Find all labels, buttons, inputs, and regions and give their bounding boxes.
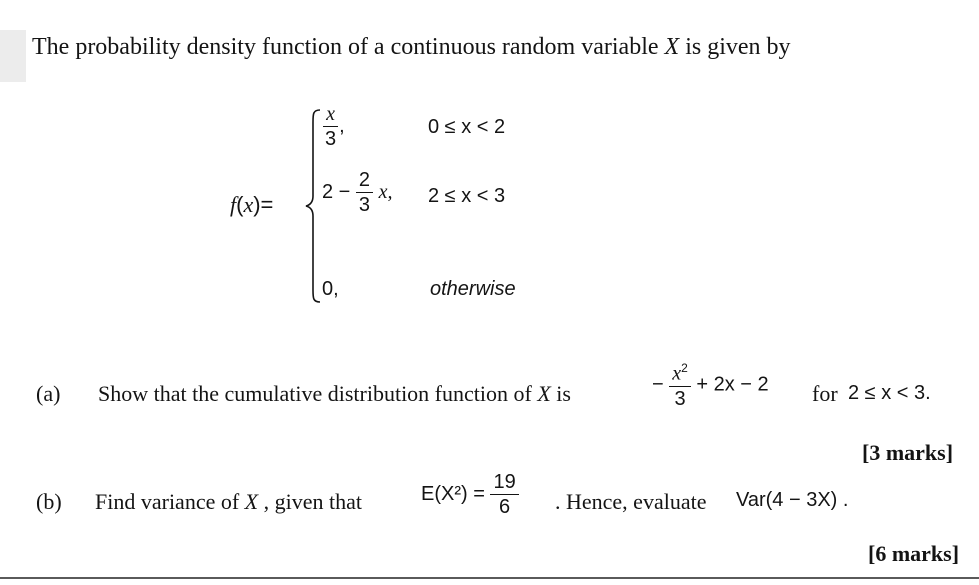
part-a-fraction xyxy=(669,362,691,409)
part-a-text: Show that the cumulative distribution function of xyxy=(98,381,538,406)
part-b-frac-den: 6 xyxy=(499,496,511,518)
part-a-minus: − xyxy=(652,373,664,396)
pdf-argument: x xyxy=(243,192,254,217)
part-b-given: , given that xyxy=(258,489,362,514)
part-a-is: is xyxy=(550,381,571,406)
pdf-function-name: f xyxy=(230,192,237,217)
part-b-fraction xyxy=(490,472,518,517)
pdf-case-3-expr: 0, xyxy=(322,278,339,300)
part-b-expect: E(X²) = xyxy=(421,482,485,505)
intro-tail: is given by xyxy=(679,34,791,60)
pdf-case-1-suffix: , xyxy=(339,114,345,137)
pdf-case-1-fraction xyxy=(322,104,339,149)
pdf-case-2-expr xyxy=(322,170,393,215)
pdf-case-2-condition: 2 ≤ x < 3 xyxy=(428,185,506,207)
part-b-text: Find variance of xyxy=(95,489,245,514)
part-a-rest: + 2x − 2 xyxy=(696,373,769,396)
part-a-for: for xyxy=(812,381,838,406)
pdf-case-1-expr xyxy=(322,104,345,149)
part-b-hence: . Hence, evaluate xyxy=(555,489,707,514)
part-b-variable: X xyxy=(244,489,259,514)
part-b-marks: [6 marks] xyxy=(868,541,960,566)
part-a-frac-den: 3 xyxy=(674,387,686,410)
part-a-label: (a) xyxy=(36,381,61,406)
pdf-open-paren: ( xyxy=(236,192,244,217)
intro-variable: X xyxy=(664,34,680,60)
pdf-equals: = xyxy=(260,192,274,217)
part-b-label: (b) xyxy=(36,489,62,514)
part-a-condition xyxy=(848,382,931,405)
part-a-marks: [3 marks] xyxy=(862,440,954,465)
pdf-case-2-prefix: 2 − xyxy=(322,180,351,203)
pdf-brace xyxy=(304,108,324,304)
part-a-frac-exp: 2 xyxy=(681,361,688,375)
part-a-frac-num xyxy=(669,362,691,387)
part-a-cdf xyxy=(652,362,769,409)
part-a-question xyxy=(98,381,571,407)
part-a-frac-num-var: x xyxy=(672,362,682,385)
part-a-cond: 2 ≤ x < 3 xyxy=(848,382,926,404)
pdf-lhs xyxy=(230,192,273,218)
part-b-question xyxy=(95,489,362,515)
part-b-expectation xyxy=(421,472,519,517)
part-a-variable: X xyxy=(537,381,551,406)
page-bottom-rule xyxy=(0,577,979,579)
pdf-close-paren: ) xyxy=(253,192,261,217)
scan-edge-shadow xyxy=(0,30,26,82)
intro-text: The probability density function of a continuous random variable xyxy=(32,34,665,60)
pdf-case-2-den: 3 xyxy=(358,194,371,216)
part-b-frac-num: 19 xyxy=(490,472,518,495)
part-a-period: . xyxy=(925,382,931,404)
pdf-case-2-fraction xyxy=(356,170,373,215)
pdf-case-3-condition: otherwise xyxy=(430,278,516,300)
pdf-case-2-suffix: x, xyxy=(378,180,393,203)
pdf-case-1-condition: 0 ≤ x < 2 xyxy=(428,116,506,138)
pdf-case-1-den: 3 xyxy=(325,128,337,150)
part-b-variance-expr: Var(4 − 3X) . xyxy=(736,489,849,511)
question-intro xyxy=(32,34,791,61)
pdf-case-1-num: x xyxy=(323,104,338,127)
pdf-case-2-num: 2 xyxy=(356,170,373,193)
